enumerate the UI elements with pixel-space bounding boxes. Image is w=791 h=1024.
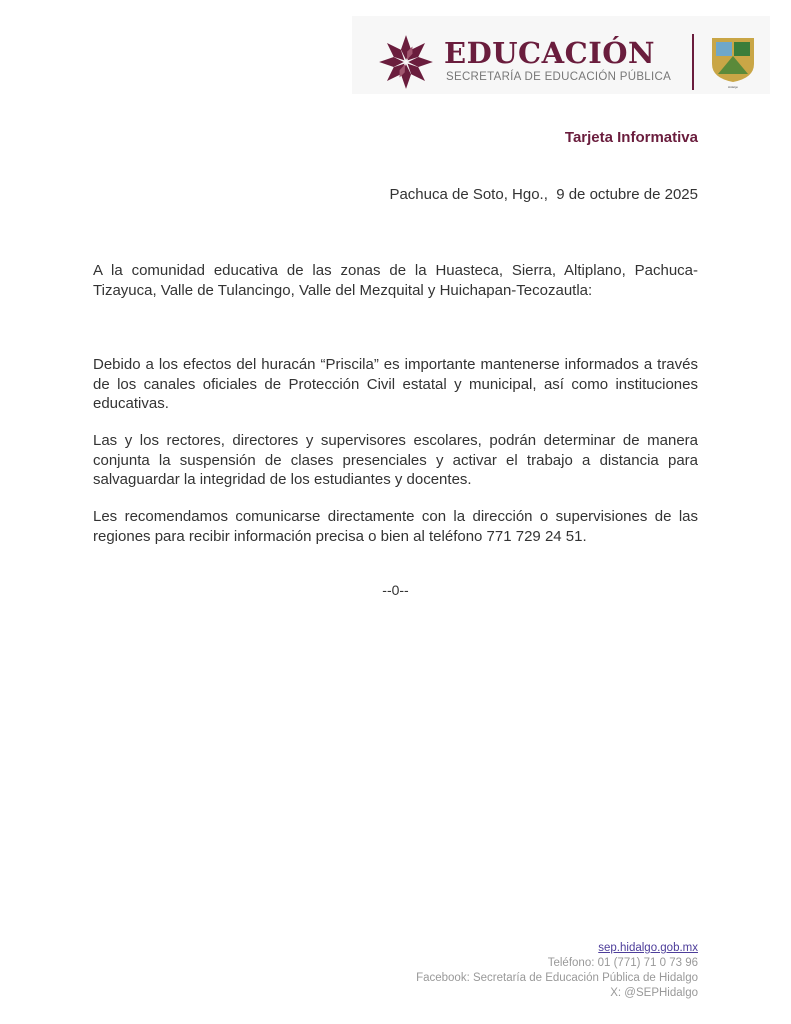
- document-title: Tarjeta Informativa: [564, 129, 698, 146]
- brand-name: EDUCACIÓN: [444, 36, 656, 70]
- star-logo-icon: [378, 34, 434, 90]
- paragraph-contact: Les recomendamos comunicarse directamente con la dirección o supervisiones de las regiones para recibir información precisa o bien al teléfono 771 729 24 51.: [93, 508, 698, 545]
- closing-mark: --0--: [382, 582, 409, 598]
- header-logo-banner: [352, 16, 770, 94]
- date-line: Pachuca de Soto, Hgo., 9 de octubre de 2025: [389, 186, 698, 203]
- brand-subtitle: SECRETARÍA DE EDUCACIÓN PÚBLICA: [446, 71, 672, 83]
- paragraph-suspension: Las y los rectores, directores y supervisores escolares, podrán determinar de manera conjunta la suspensión de clases presenciales y activar el trabajo a distancia para salvaguardar la integridad de los estudiantes y docentes.: [93, 432, 698, 488]
- footer-facebook: Facebook: Secretaría de Educación Pública de Hidalgo: [416, 972, 698, 984]
- svg-text:Hidalgo: Hidalgo: [727, 85, 739, 89]
- paragraph-hurricane: Debido a los efectos del huracán “Priscila” es importante mantenerse informados a través de los canales oficiales de Protección Civil estatal y municipal, así como instituciones educativas.: [93, 356, 698, 412]
- footer-contact: [416, 941, 698, 1001]
- website-link[interactable]: sep.hidalgo.gob.mx: [598, 942, 698, 954]
- footer-phone: Teléfono: 01 (771) 71 0 73 96: [547, 957, 698, 969]
- paragraph-addressee: A la comunidad educativa de las zonas de la Huasteca, Sierra, Altiplano, Pachuca-Tizayuca, Valle de Tulancingo, Valle del Mezquital y Huichapan-Tecozautla:: [93, 262, 698, 299]
- header-divider: [692, 34, 694, 90]
- footer-x: X: @SEPHidalgo: [610, 987, 698, 999]
- coat-of-arms-icon: [708, 34, 758, 90]
